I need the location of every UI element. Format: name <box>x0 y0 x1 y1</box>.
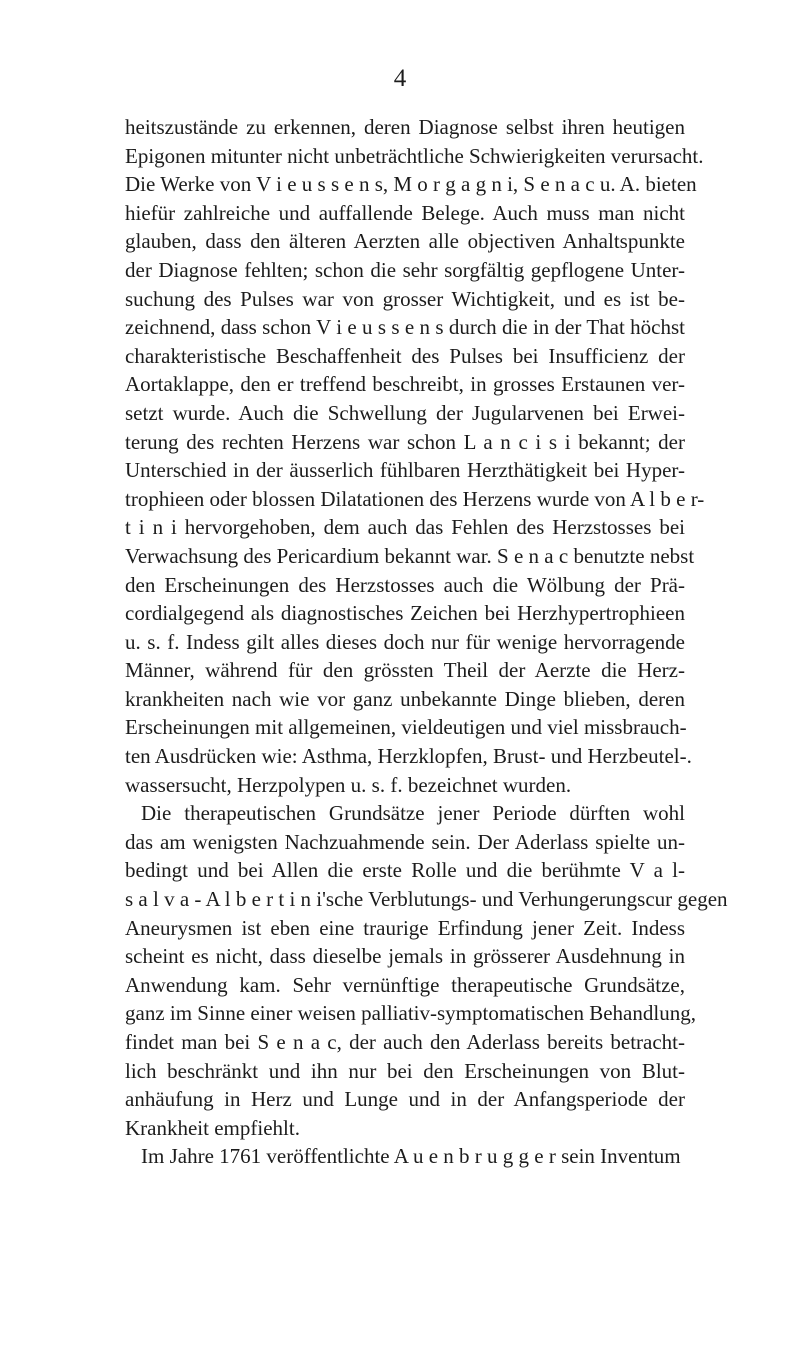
text-line: u. s. f. Indess gilt alles dieses doch nur für wenige hervorragende <box>125 629 685 654</box>
text-line: anhäufung in Herz und Lunge und in der Anfangsperiode der <box>125 1087 685 1112</box>
text-line: den Erscheinungen des Herzstosses auch die Wölbung der Prä- <box>125 572 685 597</box>
text-line: Verwachsung des Pericardium bekannt war. S e n a c benutzte nebst <box>125 543 695 568</box>
text-line: Die Werke von V i e u s s e n s, M o r g a g n i, S e n a c u. A. bieten <box>125 172 697 197</box>
text-line: s a l v a - A l b e r t i n i'sche Verblutungs- und Verhungerungscur gegen <box>125 887 728 912</box>
text-line: Epigonen mitunter nicht unbeträchtliche Schwierigkeiten verursacht. <box>125 143 704 168</box>
text-line: ganz im Sinne einer weisen palliativ-symptomatischen Behandlung, <box>125 1001 696 1026</box>
text-line: suchung des Pulses war von grosser Wichtigkeit, und es ist be- <box>125 286 685 311</box>
text-line: terung des rechten Herzens war schon L a n c i s i bekannt; der <box>125 429 685 454</box>
text-line: heitszustände zu erkennen, deren Diagnose selbst ihren heutigen <box>125 115 685 139</box>
text-line: lich beschränkt und ihn nur bei den Erscheinungen von Blut- <box>125 1058 685 1083</box>
text-line: trophieen oder blossen Dilatationen des Herzens wurde von A l b e r- <box>125 486 705 511</box>
page-number: 4 <box>393 65 407 92</box>
text-line: bedingt und bei Allen die erste Rolle und die berühmte V a l- <box>125 858 685 883</box>
text-line: glauben, dass den älteren Aerzten alle objectiven Anhaltspunkte <box>125 229 685 254</box>
text-line: setzt wurde. Auch die Schwellung der Jugularvenen bei Erwei- <box>125 400 685 425</box>
body-text <box>125 113 728 1171</box>
text-line: cordialgegend als diagnostisches Zeichen bei Herzhypertrophieen <box>125 601 685 626</box>
text-line: t i n i hervorgehoben, dem auch das Fehlen des Herzstosses bei <box>125 515 685 540</box>
text-line: Aortaklappe, den er treffend beschreibt, in grosses Erstaunen ver- <box>125 372 685 397</box>
text-line: Anwendung kam. Sehr vernünftige therapeutische Grundsätze, <box>125 972 685 997</box>
text-line: Aneurysmen ist eben eine traurige Erfindung jener Zeit. Indess <box>125 915 685 940</box>
text-line: Die therapeutischen Grundsätze jener Periode dürften wohl <box>141 801 685 826</box>
text-line: krankheiten nach wie vor ganz unbekannte Dinge blieben, deren <box>125 686 685 711</box>
text-line: Männer, während für den grössten Theil der Aerzte die Herz- <box>125 658 685 683</box>
text-line: zeichnend, dass schon V i e u s s e n s durch die in der That höchst <box>125 315 685 340</box>
text-line: Im Jahre 1761 veröffentlichte A u e n b r u g g e r sein Inventum <box>141 1144 681 1169</box>
text-line: Unterschied in der äusserlich fühlbaren Herzthätigkeit bei Hyper- <box>125 458 685 483</box>
text-line: charakteristische Beschaffenheit des Pulses bei Insufficienz der <box>125 343 685 368</box>
text-line: ten Ausdrücken wie: Asthma, Herzklopfen, Brust- und Herzbeutel-. <box>125 744 692 769</box>
text-line: hiefür zahlreiche und auffallende Belege. Auch muss man nicht <box>125 200 685 225</box>
text-line: scheint es nicht, dass dieselbe jemals in grösserer Ausdehnung in <box>125 944 685 969</box>
text-line: der Diagnose fehlten; schon die sehr sorgfältig gepflogene Unter- <box>125 257 685 282</box>
text-line: das am wenigsten Nachzuahmende sein. Der Aderlass spielte un- <box>125 829 685 854</box>
text-line: Erscheinungen mit allgemeinen, vieldeutigen und viel missbrauch- <box>125 715 687 740</box>
text-line: Krankheit empfiehlt. <box>125 1115 300 1140</box>
text-line: findet man bei S e n a c, der auch den Aderlass bereits betracht- <box>125 1030 685 1054</box>
text-line: wassersucht, Herzpolypen u. s. f. bezeichnet wurden. <box>125 772 572 797</box>
